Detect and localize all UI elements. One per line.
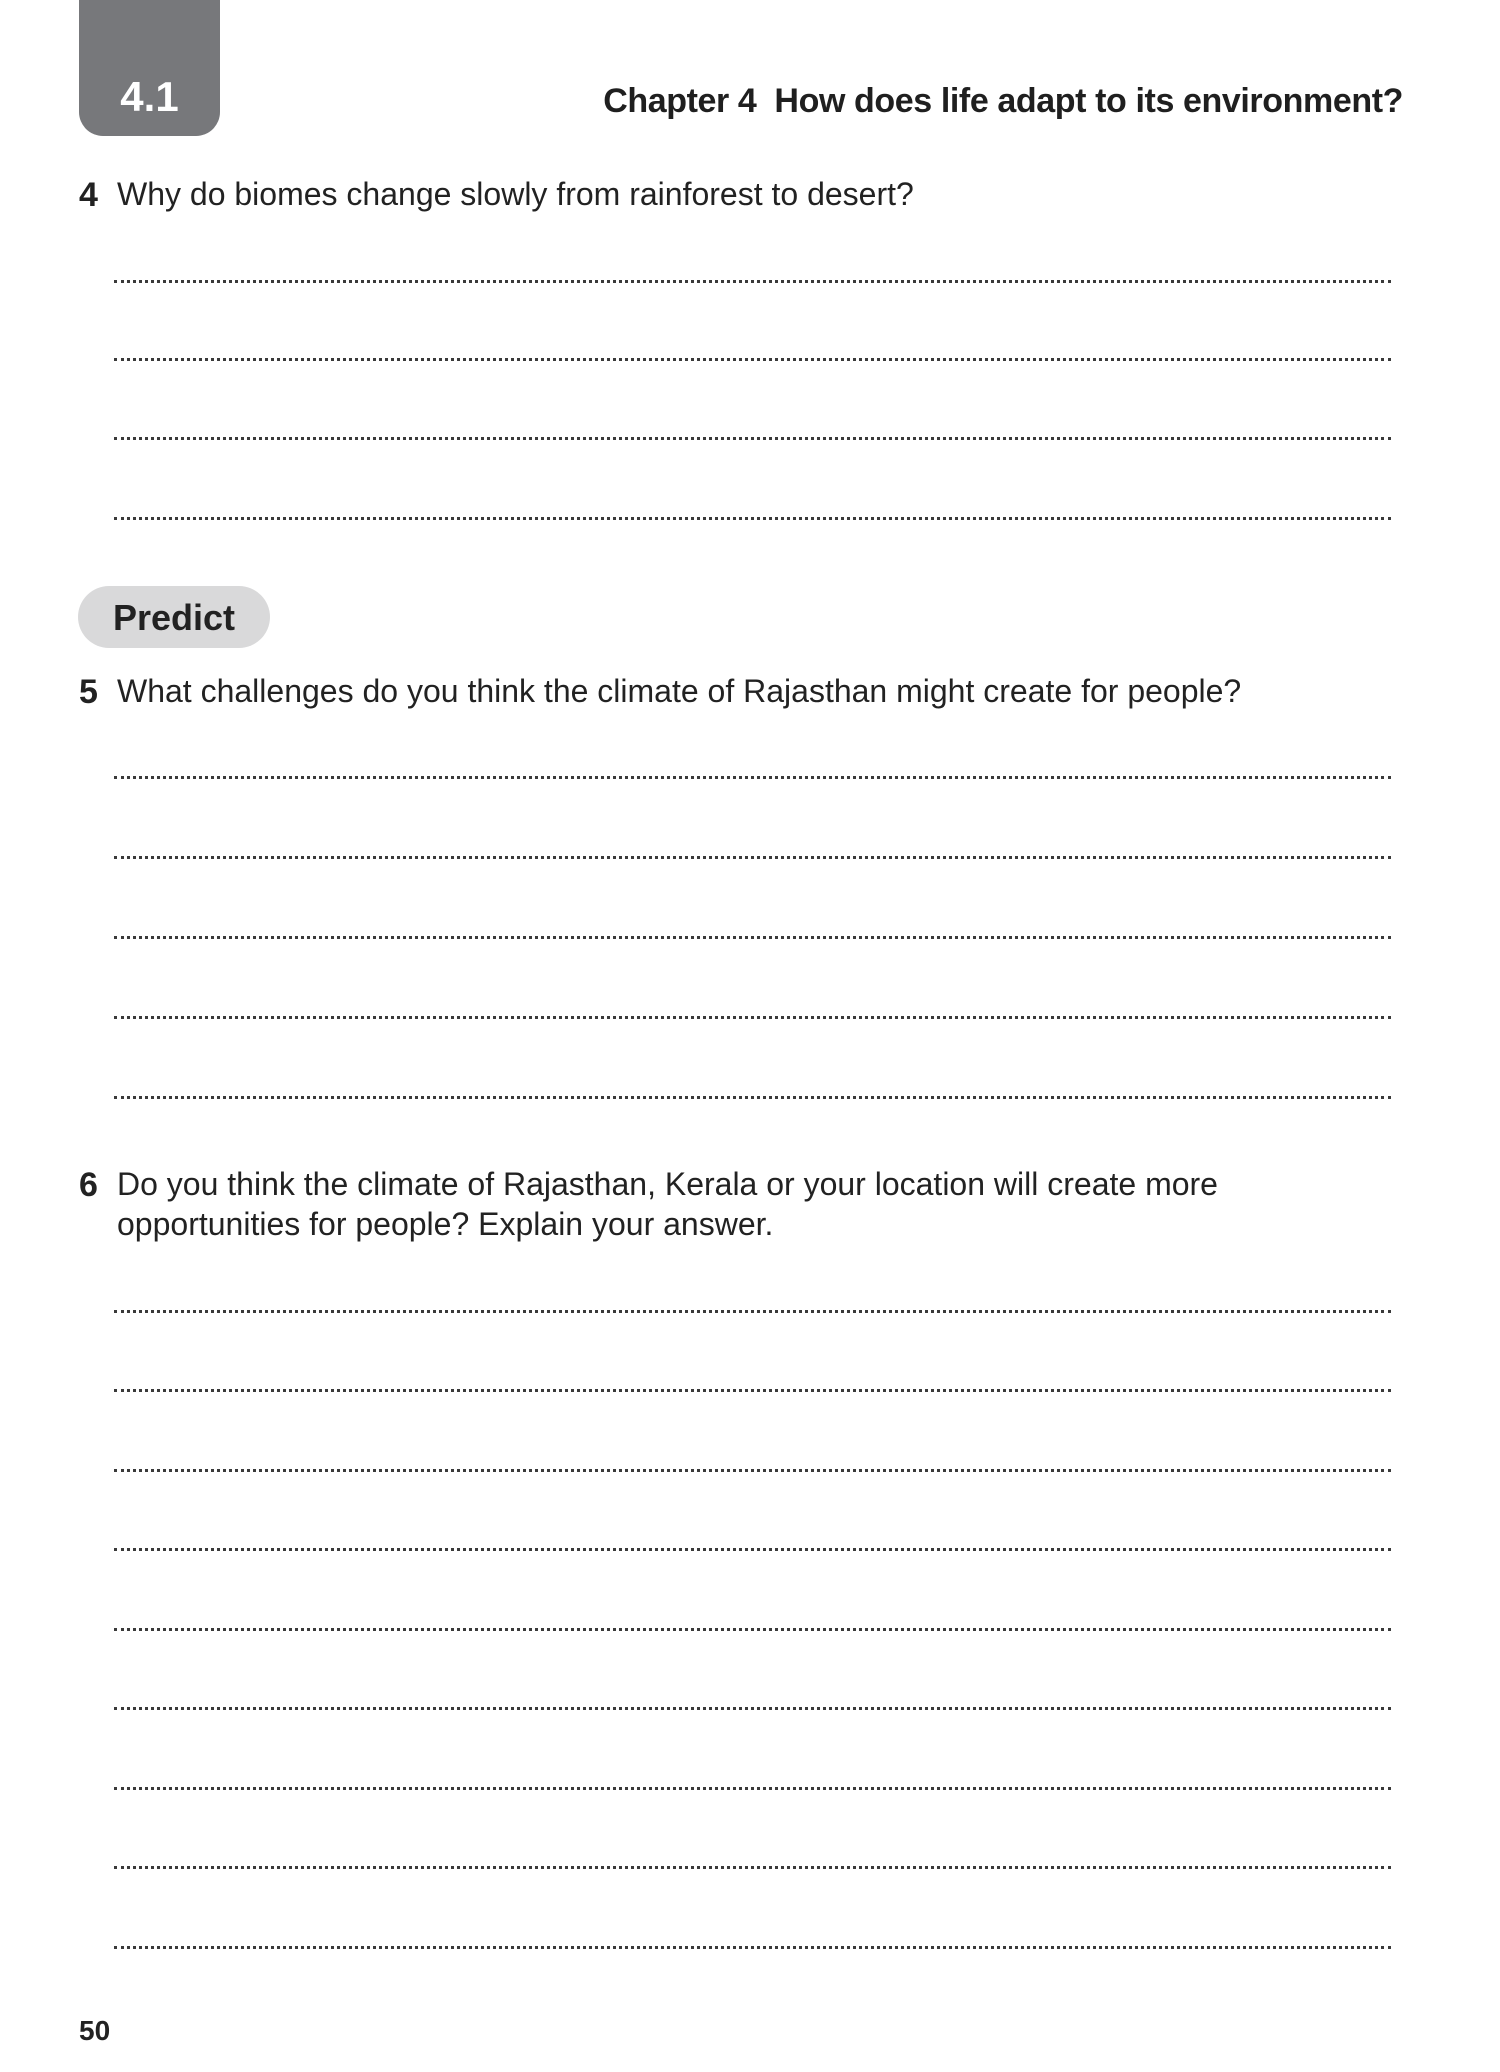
answer-line[interactable]	[114, 1096, 1391, 1099]
answer-line[interactable]	[114, 1866, 1391, 1869]
question-number-5: 5	[79, 673, 98, 711]
answer-line[interactable]	[114, 776, 1391, 779]
answer-line[interactable]	[114, 517, 1391, 520]
answer-line[interactable]	[114, 856, 1391, 859]
answer-line[interactable]	[114, 280, 1391, 283]
question-number-6: 6	[79, 1166, 98, 1204]
answer-line[interactable]	[114, 1628, 1391, 1631]
answer-line[interactable]	[114, 1310, 1391, 1313]
question-text-6: Do you think the climate of Rajasthan, Kerala or your location will create more opportunities for people? Explain your answer.	[117, 1166, 1218, 1242]
answer-line[interactable]	[114, 1389, 1391, 1392]
question-text-5: What challenges do you think the climate of Rajasthan might create for people?	[117, 673, 1242, 709]
answer-line[interactable]	[114, 1787, 1391, 1790]
question-text-4: Why do biomes change slowly from rainforest to desert?	[117, 176, 914, 212]
answer-line[interactable]	[114, 1946, 1391, 1949]
predict-badge	[78, 586, 270, 648]
section-tab	[79, 0, 220, 136]
page-number: 50	[79, 2015, 111, 2046]
chapter-title: How does life adapt to its environment?	[774, 82, 1403, 120]
predict-label: Predict	[112, 597, 236, 638]
section-number: 4.1	[120, 73, 179, 120]
answer-line[interactable]	[114, 1016, 1391, 1019]
answer-line[interactable]	[114, 1469, 1391, 1472]
answer-line[interactable]	[114, 1707, 1391, 1710]
question-number-4: 4	[79, 176, 98, 214]
chapter-heading	[603, 84, 1403, 118]
answer-line[interactable]	[114, 437, 1391, 440]
answer-line[interactable]	[114, 1548, 1391, 1551]
answer-line[interactable]	[114, 358, 1391, 361]
chapter-label: Chapter 4	[603, 82, 757, 120]
answer-line[interactable]	[114, 936, 1391, 939]
